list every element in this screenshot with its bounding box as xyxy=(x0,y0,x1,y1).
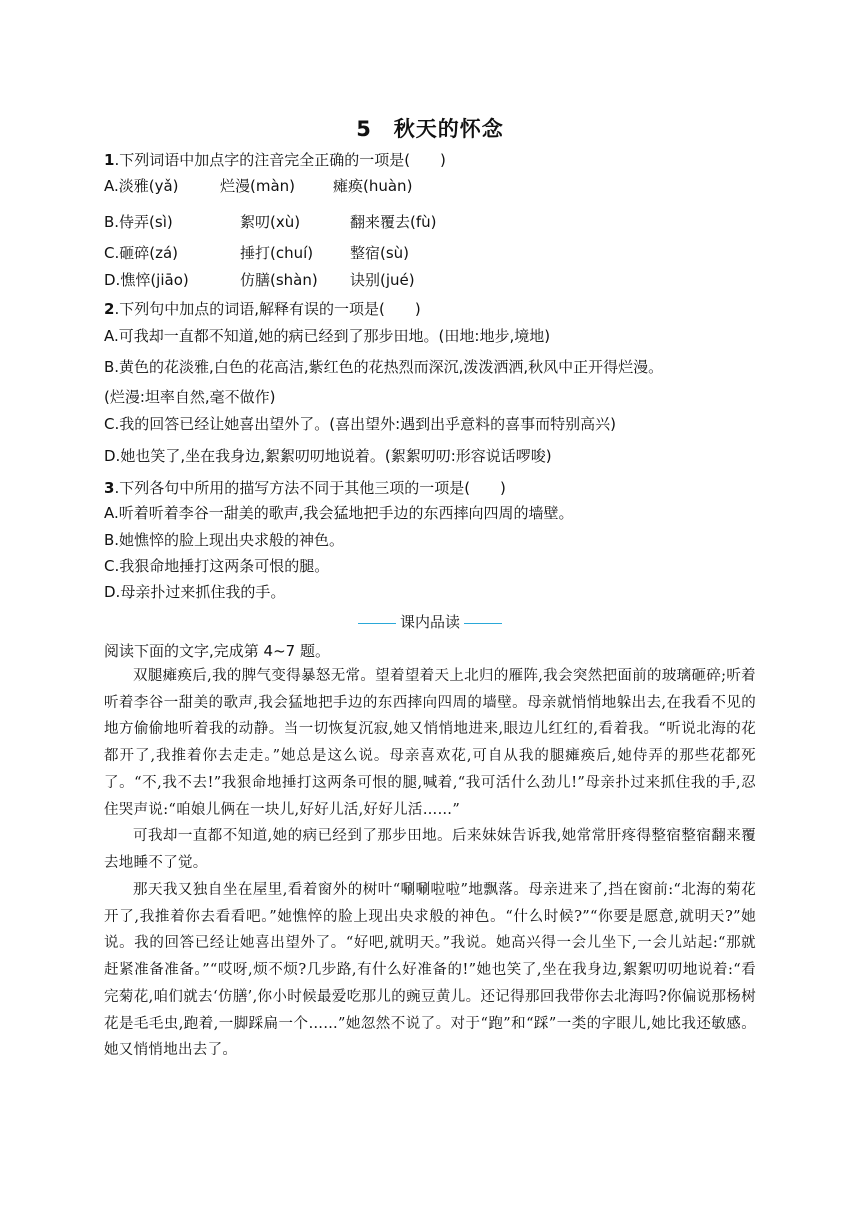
q1-a-1: A.淡雅(yǎ) xyxy=(104,177,179,195)
q1-b-1: B.侍弄(sì) xyxy=(104,213,173,231)
q2-option-b: B.黄色的花淡雅,白色的花高洁,紫红色的花热烈而深沉,泼泼洒洒,秋风中正开得烂漫。 xyxy=(104,358,664,376)
section-rule-left xyxy=(358,623,396,624)
section-label: 课内品读 xyxy=(399,613,460,631)
q2-option-b-note: (烂漫:坦率自然,毫不做作) xyxy=(104,388,276,406)
question-2-text: .下列句中加点的词语,解释有误的一项是( ) xyxy=(114,300,421,318)
q3-option-c: C.我狠命地捶打这两条可恨的腿。 xyxy=(104,557,330,575)
q1-d-2: 仿膳(shàn) xyxy=(240,271,318,289)
section-heading xyxy=(0,611,860,632)
question-1-text: .下列词语中加点字的注音完全正确的一项是( ) xyxy=(114,151,446,169)
q1-d-3: 诀别(jué) xyxy=(350,271,415,289)
lesson-title: 5 秋天的怀念 xyxy=(356,117,504,141)
q1-c-3: 整宿(sù) xyxy=(350,244,410,262)
question-3-number: 3 xyxy=(104,479,115,497)
q1-a-3: 瘫痪(huàn) xyxy=(333,177,413,195)
question-3-stem xyxy=(104,478,506,498)
q1-c-2: 捶打(chuí) xyxy=(240,244,314,262)
q2-option-c: C.我的回答已经让她喜出望外了。(喜出望外:遇到出乎意料的喜事而特别高兴) xyxy=(104,415,617,433)
question-1-number: 1 xyxy=(104,151,115,169)
q1-c-1: C.砸碎(zá) xyxy=(104,244,179,262)
q2-option-d: D.她也笑了,坐在我身边,絮絮叨叨地说着。(絮絮叨叨:形容说话啰唆) xyxy=(104,447,552,465)
q2-option-a: A.可我却一直都不知道,她的病已经到了那步田地。(田地:地步,境地) xyxy=(104,327,551,345)
q1-b-2: 絮叨(xù) xyxy=(240,213,301,231)
question-1-stem xyxy=(104,150,446,170)
q3-option-a: A.听着听着李谷一甜美的歌声,我会猛地把手边的东西摔向四周的墙壁。 xyxy=(104,504,574,522)
q1-a-2: 烂漫(màn) xyxy=(220,177,296,195)
q1-d-1: D.憔悴(jiāo) xyxy=(104,271,189,289)
passage-paragraph-3: 那天我又独自坐在屋里,看着窗外的树叶“唰唰啦啦”地飘落。母亲进来了,挡在窗前:“北海的菊花开了,我推着你去看看吧。”她憔悴的脸上现出央求般的神色。“什么时候?”“你要是愿意,就明天?”她说。我的回答已经让她喜出望外了。“好吧,就明天。”我说。她高兴得一会儿坐下,一会儿站起:“那就赶紧准备准备。”“哎呀,烦不烦?几步路,有什么好准备的!”她也笑了,坐在我身边,絮絮叨叨地说着:“看完菊花,咱们就去‘仿膳’,你小时候最爱吃那儿的豌豆黄儿。还记得那回我带你去北海吗?你偏说那杨树花是毛毛虫,跑着,一脚踩扁一个……”她忽然不说了。对于“跑”和“踩”一类的字眼儿,她比我还敏感。她又悄悄地出去了。 xyxy=(104,882,756,1059)
question-2-number: 2 xyxy=(104,300,115,318)
reading-instruction: 阅读下面的文字,完成第 4~7 题。 xyxy=(104,642,330,660)
question-3-text: .下列各句中所用的描写方法不同于其他三项的一项是( ) xyxy=(114,479,506,497)
q3-option-b: B.她憔悴的脸上现出央求般的神色。 xyxy=(104,531,345,549)
passage-paragraph-2: 可我却一直都不知道,她的病已经到了那步田地。后来妹妹告诉我,她常常肝疼得整宿整宿翻来覆去地睡不了觉。 xyxy=(104,828,756,871)
question-2-stem xyxy=(104,299,421,319)
q1-b-3: 翻来覆去(fù) xyxy=(350,213,437,231)
section-rule-right xyxy=(464,623,502,624)
q3-option-d: D.母亲扑过来抓住我的手。 xyxy=(104,583,286,601)
passage-paragraph-1: 双腿瘫痪后,我的脾气变得暴怒无常。望着望着天上北归的雁阵,我会突然把面前的玻璃砸碎;听着听着李谷一甜美的歌声,我会猛地把手边的东西摔向四周的墙壁。母亲就悄悄地躲出去,在我看不见的地方偷偷地听着我的动静。当一切恢复沉寂,她又悄悄地进来,眼边儿红红的,看着我。“听说北海的花都开了,我推着你去走走。”她总是这么说。母亲喜欢花,可自从我的腿瘫痪后,她侍弄的那些花都死了。“不,我不去!”我狠命地捶打这两条可恨的腿,喊着,“我可活什么劲儿!”母亲扑过来抓住我的手,忍住哭声说:“咱娘儿俩在一块儿,好好儿活,好好儿活……” xyxy=(104,668,756,818)
